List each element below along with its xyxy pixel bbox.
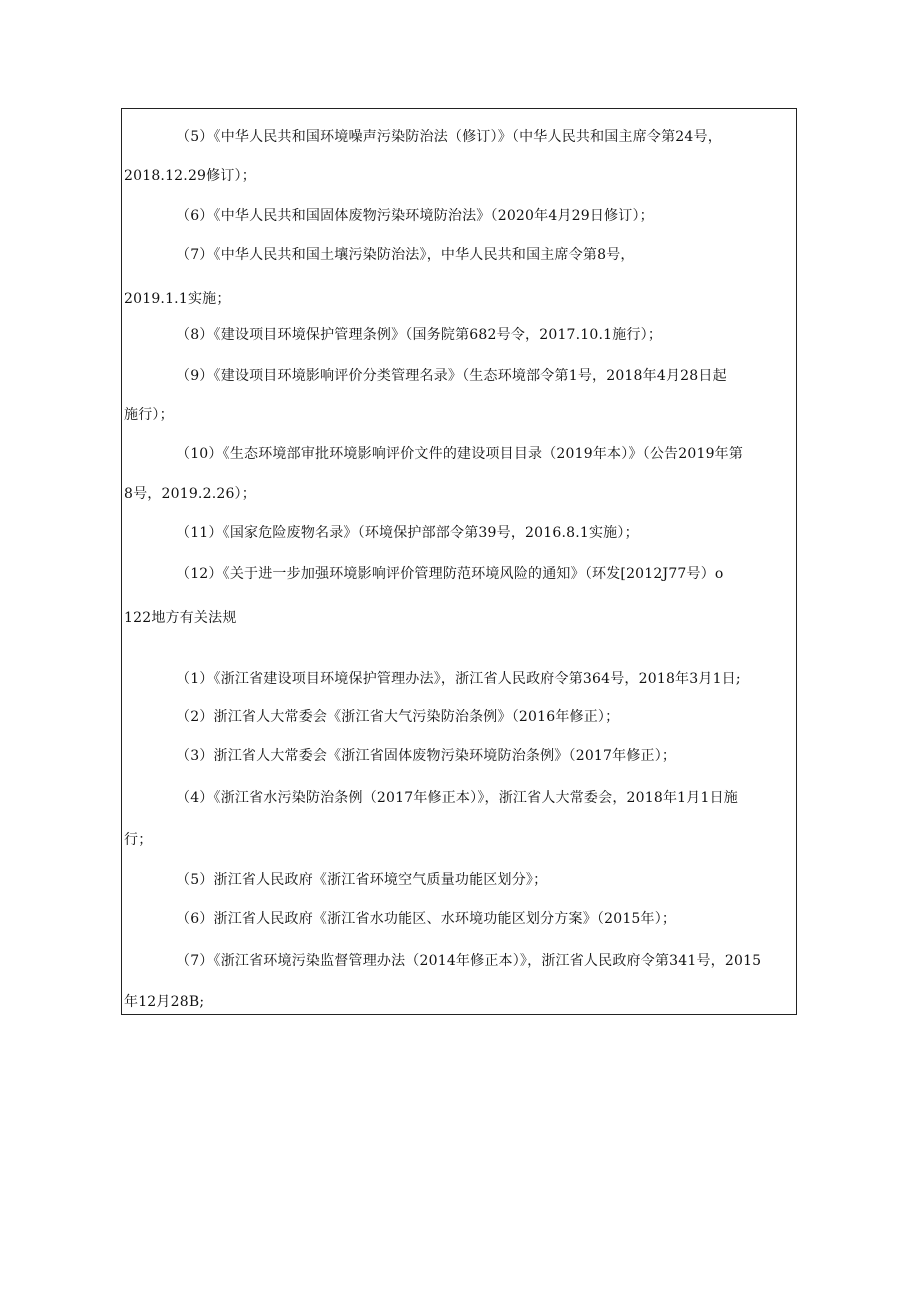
section-heading: 122地方有关法规 <box>124 610 237 626</box>
text-line: （3）浙江省人大常委会《浙江省固体废物污染环境防治条例》（2017年修正）； <box>176 748 677 764</box>
text-line: （4）《浙江省水污染防治条例（2017年修正本）》，浙江省人大常委会，2018年1月1日施 <box>176 790 738 806</box>
text-line: 2019.1.1实施； <box>124 291 231 307</box>
text-line: （5）浙江省人民政府《浙江省环境空气质量功能区划分》； <box>176 872 548 888</box>
text-line: （11）《国家危险废物名录》（环境保护部部令第39号，2016.8.1实施）； <box>176 525 639 541</box>
text-line: （8）《建设项目环境保护管理条例》（国务院第682号令，2017.10.1施行）； <box>176 327 663 343</box>
text-line: 2018.12.29修订）； <box>124 168 256 184</box>
text-line: （12）《关于进一步加强环境影响评价管理防范环境风险的通知》（环发[2012J77号）o <box>176 566 724 582</box>
text-line: （9）《建设项目环境影响评价分类管理名录》（生态环境部令第1号，2018年4月28日起 <box>176 368 727 384</box>
text-line: （5）《中华人民共和国环境噪声污染防治法（修订）》（中华人民共和国主席令第24号， <box>176 129 722 145</box>
text-line: （1）《浙江省建设项目环境保护管理办法》，浙江省人民政府令第364号，2018年3月1日; <box>176 671 741 687</box>
text-line: 行； <box>124 832 153 848</box>
text-line: （7）《中华人民共和国土壤污染防治法》，中华人民共和国主席令第8号， <box>176 247 635 263</box>
text-line: （7）《浙江省环境污染监督管理办法（2014年修正本）》，浙江省人民政府令第341号，2015 <box>176 953 762 969</box>
text-line: （6）《中华人民共和国固体废物污染环境防治法》（2020年4月29日修订）； <box>176 208 654 224</box>
text-line: （2）浙江省人大常委会《浙江省大气污染防治条例》（2016年修正）； <box>176 709 620 725</box>
text-line: （10）《生态环境部审批环境影响评价文件的建设项目目录（2019年本）》（公告2019年第 <box>176 446 744 462</box>
text-line: 年12月28B; <box>124 994 205 1010</box>
text-line: 施行）； <box>124 407 174 423</box>
text-line: （6）浙江省人民政府《浙江省水功能区、水环境功能区划分方案》（2015年）； <box>176 911 677 927</box>
text-line: 8号，2019.2.26）； <box>124 486 256 502</box>
